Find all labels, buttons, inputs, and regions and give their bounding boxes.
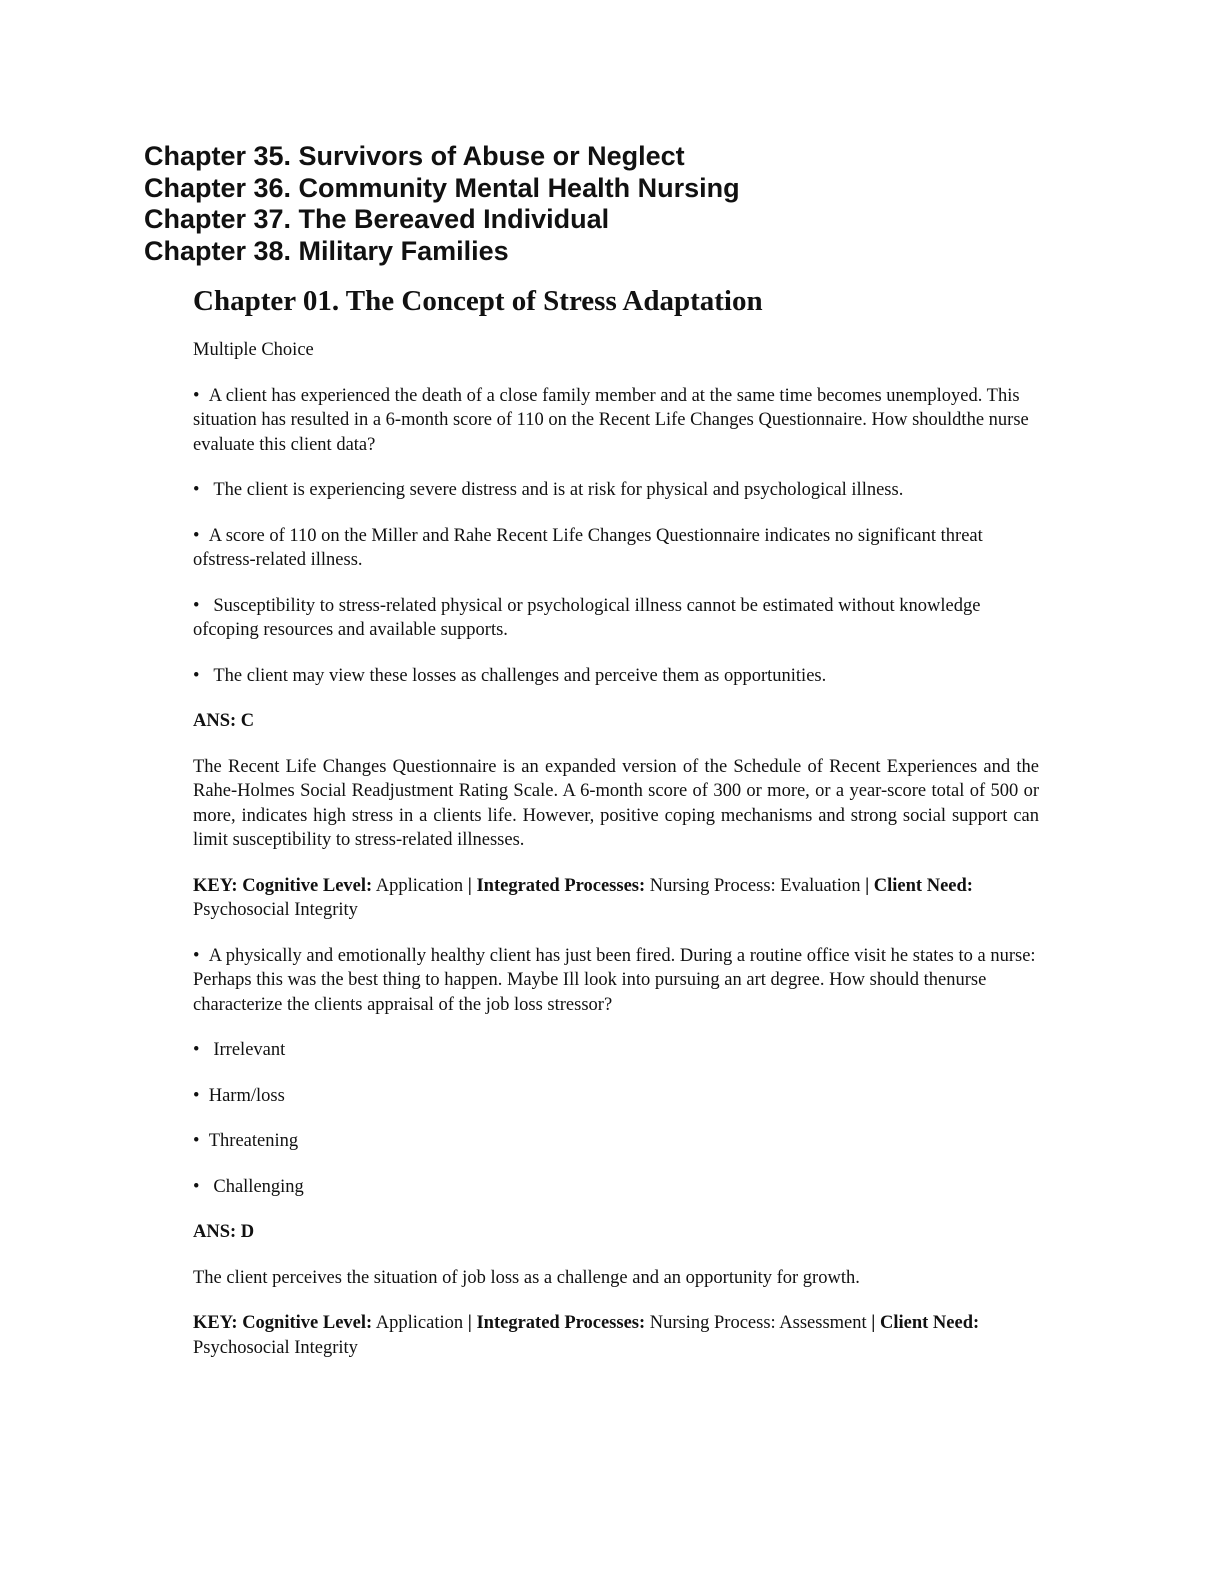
answer-option: • Challenging: [193, 1175, 1039, 1200]
answer-option: • Harm/loss: [193, 1084, 1039, 1109]
question-metadata: [193, 874, 1039, 923]
client-need-value: Psychosocial Integrity: [193, 900, 358, 920]
answer-key: ANS: D: [193, 1222, 255, 1242]
cognitive-level-value: Application: [372, 875, 468, 896]
answer-option: • Threatening: [193, 1129, 1039, 1154]
question-block: [193, 384, 1039, 923]
separator: |: [467, 875, 477, 896]
chapter-content: [193, 282, 1039, 1381]
cognitive-level-label: Cognitive Level:: [242, 875, 373, 896]
question-stem: • A physically and emotionally healthy client has just been fired. During a routine office visit he states to a nurse: Perhaps this was the best thing to happen. Maybe Ill look into pursuing an art degree. How should thenurse characterize the clients appraisal of the job loss stressor?: [193, 944, 1039, 1018]
separator: |: [467, 1313, 477, 1333]
integrated-processes-value: Nursing Process: Assessment: [645, 1313, 872, 1333]
chapter-list: [144, 141, 740, 267]
question-stem: • A client has experienced the death of a close family member and at the same time becomes unemployed. This situation has resulted in a 6-month score of 110 on the Recent Life Changes Questionnaire. How shouldthe nurse evaluate this client data?: [193, 384, 1039, 458]
separator: |: [865, 875, 874, 896]
answer-option: • Susceptibility to stress-related physical or psychological illness cannot be estimated without knowledge ofcoping resources and available supports.: [193, 594, 1039, 643]
answer-option: • Irrelevant: [193, 1038, 1039, 1063]
key-prefix: KEY:: [193, 1313, 243, 1333]
client-need-label: Client Need:: [873, 875, 973, 896]
rationale: The Recent Life Changes Questionnaire is an expanded version of the Schedule of Recent Experiences and the Rahe-Holmes Social Readjustment Rating Scale. A 6-month score of 300 or more, or a year-score total of 500 or more, indicates high stress in a clients life. However, positive coping mechanisms and strong social support can limit susceptibility to stress-related illnesses.: [193, 756, 1039, 850]
chapter-list-item: Chapter 36. Community Mental Health Nursing: [144, 172, 740, 203]
client-need-label: Client Need:: [879, 1313, 980, 1333]
chapter-list-item: Chapter 37. The Bereaved Individual: [144, 204, 610, 234]
chapter-list-item: Chapter 38. Military Families: [144, 235, 509, 266]
cognitive-level-value: Application: [372, 1313, 468, 1333]
integrated-processes-label: Integrated Processes:: [476, 1313, 646, 1333]
integrated-processes-value: Nursing Process: Evaluation: [645, 875, 866, 896]
key-prefix: KEY:: [193, 875, 243, 896]
question-metadata: [193, 1311, 1039, 1360]
chapter-list-item: Chapter 35. Survivors of Abuse or Neglect: [144, 141, 685, 171]
answer-key: ANS: C: [193, 711, 255, 731]
integrated-processes-label: Integrated Processes:: [476, 875, 646, 896]
answer-option: • The client is experiencing severe distress and is at risk for physical and psychological illness.: [193, 478, 1039, 503]
question-block: [193, 944, 1039, 1361]
section-label: Multiple Choice: [193, 340, 314, 360]
answer-option: • The client may view these losses as challenges and perceive them as opportunities.: [193, 664, 1039, 689]
rationale: The client perceives the situation of job loss as a challenge and an opportunity for growth.: [193, 1267, 860, 1288]
answer-option: • A score of 110 on the Miller and Rahe Recent Life Changes Questionnaire indicates no significant threat ofstress-related illness.: [193, 524, 1039, 573]
cognitive-level-label: Cognitive Level:: [242, 1313, 373, 1333]
client-need-value: Psychosocial Integrity: [193, 1337, 358, 1358]
separator: |: [871, 1313, 880, 1333]
chapter-title: Chapter 01. The Concept of Stress Adaptation: [193, 285, 763, 317]
